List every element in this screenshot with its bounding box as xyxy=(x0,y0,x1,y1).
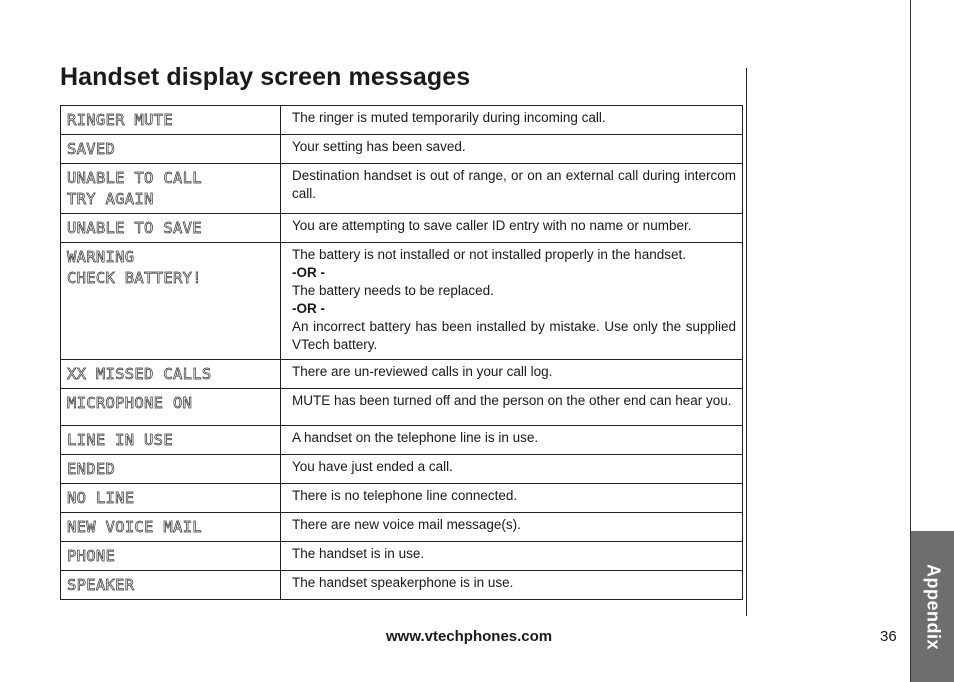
description-text: The ringer is muted temporarily during incoming call. xyxy=(292,110,606,125)
table-row xyxy=(61,135,743,164)
description-text: There are un-reviewed calls in your call log. xyxy=(292,364,553,379)
table-row xyxy=(61,484,743,513)
message-description-cell xyxy=(281,455,743,484)
display-message-cell xyxy=(61,243,281,360)
display-message-text: UNABLE TO SAVE xyxy=(67,219,202,237)
table-row xyxy=(61,243,743,360)
display-message-text: ENDED xyxy=(67,460,116,478)
display-message-cell xyxy=(61,360,281,389)
message-description-cell xyxy=(281,484,743,513)
page-number: 36 xyxy=(880,628,897,645)
table-row xyxy=(61,164,743,214)
description-text: The handset speakerphone is in use. xyxy=(292,575,514,590)
description-text: You are attempting to save caller ID entry with no name or number. xyxy=(292,218,692,233)
display-message-cell xyxy=(61,513,281,542)
column-divider xyxy=(746,68,747,616)
display-message-cell xyxy=(61,214,281,243)
message-description-cell xyxy=(281,513,743,542)
table-row xyxy=(61,106,743,135)
display-message-text: WARNING xyxy=(67,248,135,266)
table-row xyxy=(61,542,743,571)
display-message-cell xyxy=(61,484,281,513)
display-message-text: SAVED xyxy=(67,140,116,158)
message-description-cell xyxy=(281,389,743,426)
display-message-text: NEW VOICE MAIL xyxy=(67,518,202,536)
display-message-text: MICROPHONE ON xyxy=(67,394,193,412)
description-text: There is no telephone line connected. xyxy=(292,488,518,503)
display-message-cell xyxy=(61,135,281,164)
table-row xyxy=(61,513,743,542)
message-description-cell xyxy=(281,542,743,571)
display-message-text: PHONE xyxy=(67,547,116,565)
display-message-text: TRY AGAIN xyxy=(67,190,154,208)
message-description-cell xyxy=(281,360,743,389)
message-description-cell xyxy=(281,243,743,360)
display-message-cell xyxy=(61,164,281,214)
message-description-cell xyxy=(281,426,743,455)
appendix-tab xyxy=(911,531,954,682)
display-message-cell xyxy=(61,455,281,484)
description-text: The handset is in use. xyxy=(292,546,425,561)
message-description-cell xyxy=(281,214,743,243)
page-title: Handset display screen messages xyxy=(60,63,471,91)
message-description-cell xyxy=(281,135,743,164)
display-message-cell xyxy=(61,426,281,455)
display-message-text: XX MISSED CALLS xyxy=(67,365,212,383)
description-text: Destination handset is out of range, or on an external call during intercom call. xyxy=(292,168,736,201)
display-message-cell xyxy=(61,542,281,571)
or-separator: -OR - xyxy=(292,265,325,280)
display-message-text: LINE IN USE xyxy=(67,431,173,449)
display-message-text: RINGER MUTE xyxy=(67,111,173,129)
description-text: There are new voice mail message(s). xyxy=(292,517,521,532)
table-row xyxy=(61,571,743,600)
or-separator: -OR - xyxy=(292,301,325,316)
display-message-cell xyxy=(61,571,281,600)
display-message-text: SPEAKER xyxy=(67,576,135,594)
table-row xyxy=(61,389,743,426)
messages-table xyxy=(60,105,743,600)
description-text: The battery is not installed or not installed properly in the handset. xyxy=(292,247,686,262)
description-text: An incorrect battery has been installed by mistake. Use only the supplied VTech battery. xyxy=(292,319,736,352)
table-row xyxy=(61,360,743,389)
description-text: You have just ended a call. xyxy=(292,459,453,474)
table-row xyxy=(61,455,743,484)
display-message-cell xyxy=(61,106,281,135)
description-text: MUTE has been turned off and the person on the other end can hear you. xyxy=(292,393,732,408)
message-description-cell xyxy=(281,106,743,135)
display-message-cell xyxy=(61,389,281,426)
table-row xyxy=(61,426,743,455)
display-message-text: CHECK BATTERY! xyxy=(67,269,202,287)
message-description-cell xyxy=(281,164,743,214)
description-text: Your setting has been saved. xyxy=(292,139,466,154)
message-description-cell xyxy=(281,571,743,600)
footer-url: www.vtechphones.com xyxy=(386,628,553,645)
display-message-text: UNABLE TO CALL xyxy=(67,169,202,187)
description-text: A handset on the telephone line is in use. xyxy=(292,430,539,445)
description-text: The battery needs to be replaced. xyxy=(292,283,494,298)
appendix-tab-label: Appendix xyxy=(923,563,943,650)
table-row xyxy=(61,214,743,243)
display-message-text: NO LINE xyxy=(67,489,135,507)
